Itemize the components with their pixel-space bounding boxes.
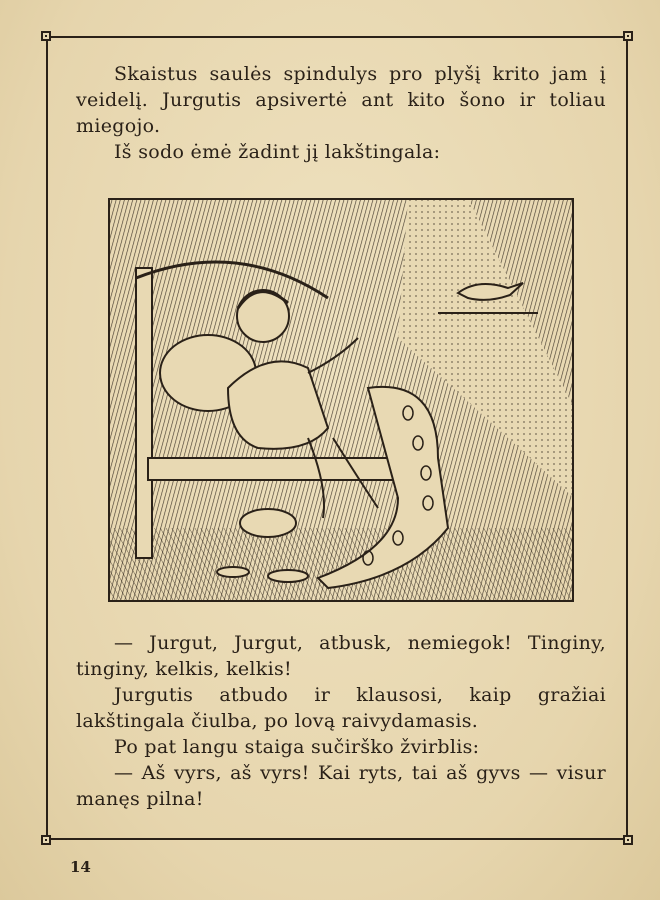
corner-ornament: [41, 835, 51, 845]
corner-ornament: [623, 31, 633, 41]
paragraph: Jurgutis atbudo ir klausosi, kaip gražiai lakštingala čiulba, po lovą raivydamasis.: [76, 684, 606, 732]
paragraph: — Jurgut, Jurgut, atbusk, nemiegok! Tinginy, tinginy, kelkis, kelkis!: [76, 632, 606, 680]
paragraph: Skaistus saulės spindulys pro plyšį krito jam į veidelį. Jurgutis apsivertė ant kito šono ir toliau miegojo.: [76, 63, 606, 137]
illustration-boy-in-bed: [108, 198, 574, 602]
corner-ornament: [623, 835, 633, 845]
paragraph: — Aš vyrs, aš vyrs! Kai ryts, tai aš gyvs — visur manęs pilna!: [76, 762, 606, 810]
paragraph: Po pat langu staiga sučirško žvirblis:: [114, 736, 480, 758]
page-number: 14: [70, 858, 91, 876]
corner-ornament: [41, 31, 51, 41]
paragraph: Iš sodo ėmė žadint jį lakštingala:: [114, 141, 441, 163]
bottom-text-block: [76, 630, 606, 812]
top-text-block: [76, 61, 606, 165]
